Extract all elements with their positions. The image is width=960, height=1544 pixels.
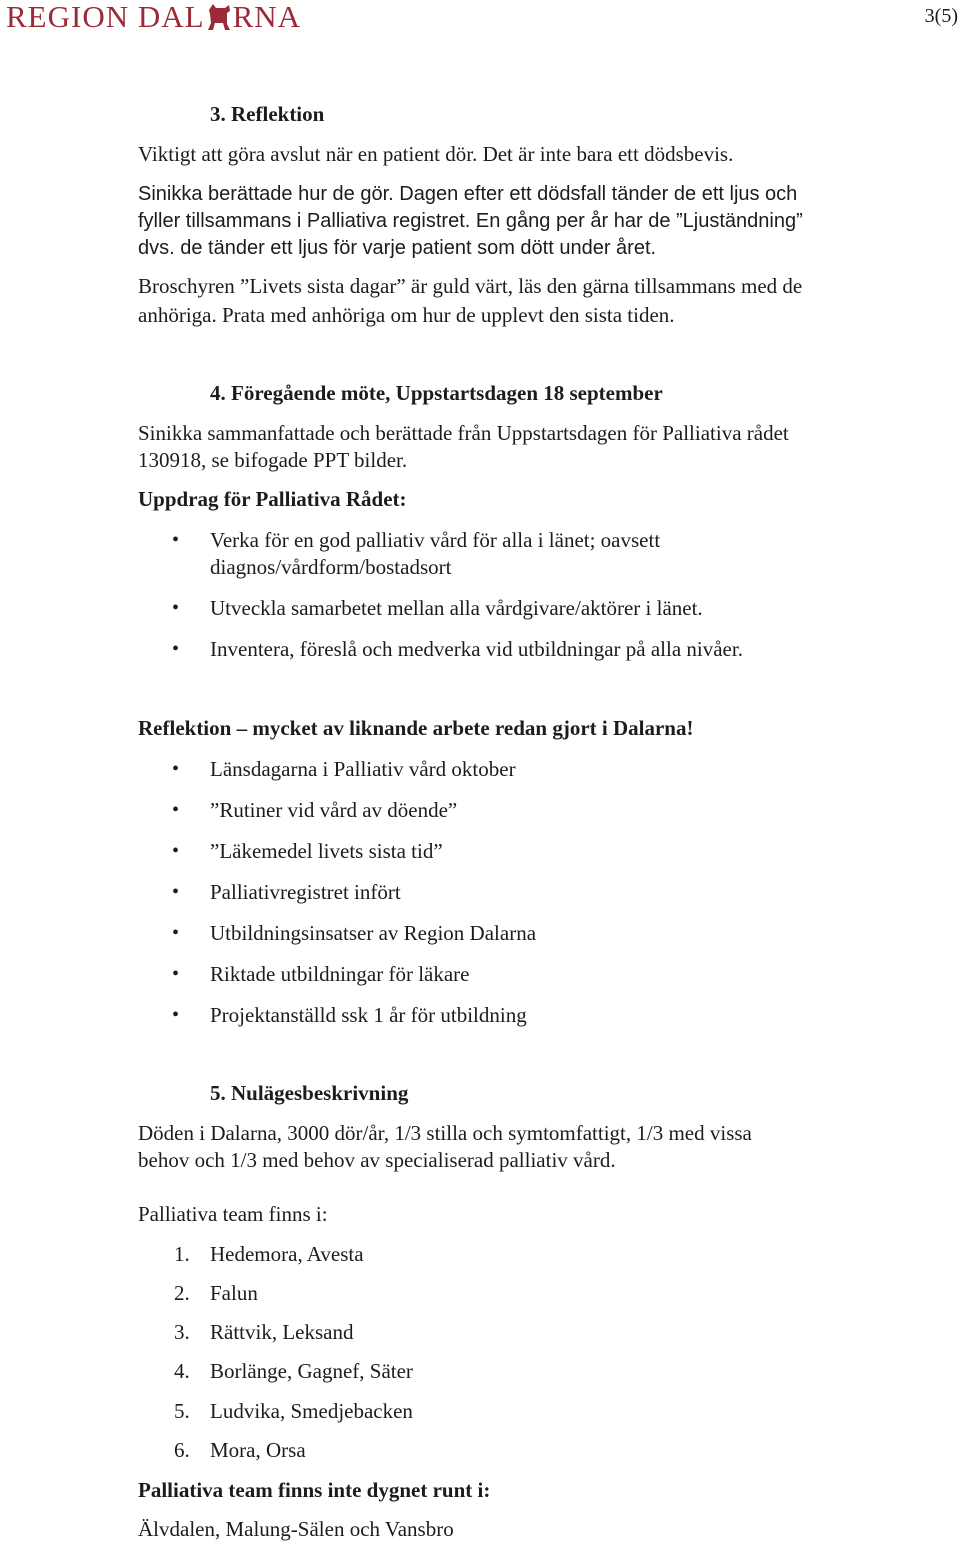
team-location: Ludvika, Smedjebacken: [210, 1399, 413, 1423]
section-3-paragraph-2-line-1: Sinikka berättade hur de gör. Dagen efter ett dödsfall tänder de ett ljus och: [138, 183, 798, 205]
list-number: 1.: [174, 1242, 190, 1266]
uppdrag-heading: Uppdrag för Palliativa Rådet:: [138, 487, 407, 511]
section-5-paragraph-line-2: behov och 1/3 med behov av specialiserad palliativ vård.: [138, 1148, 616, 1172]
reflektion-item: Utbildningsinsatser av Region Dalarna: [210, 921, 537, 945]
reflektion-item: Projektanställd ssk 1 år för utbildning: [210, 1003, 527, 1027]
team-location: Hedemora, Avesta: [210, 1242, 364, 1266]
bullet: •: [172, 922, 180, 944]
list-number: 3.: [174, 1320, 190, 1344]
uppdrag-item: Inventera, föreslå och medverka vid utbildningar på alla nivåer.: [210, 637, 743, 661]
not-24h-heading: Palliativa team finns inte dygnet runt i:: [138, 1478, 491, 1502]
uppdrag-item: Utveckla samarbetet mellan alla vårdgivare/aktörer i länet.: [210, 596, 703, 620]
list-number: 2.: [174, 1281, 190, 1305]
reflektion-item: Palliativregistret infört: [210, 880, 401, 904]
section-3-paragraph-1: Viktigt att göra avslut när en patient dör. Det är inte bara ett dödsbevis.: [138, 142, 734, 166]
region-dalarna-logo: [6, 0, 301, 34]
section-3-paragraph-3-line-2: anhöriga. Prata med anhöriga om hur de upplevt den sista tiden.: [138, 303, 675, 327]
section-3-paragraph-2-line-3: dvs. de tänder ett ljus för varje patient som dött under året.: [138, 237, 657, 259]
section-3-heading: 3. Reflektion: [210, 102, 325, 126]
reflektion-item: Riktade utbildningar för läkare: [210, 962, 470, 986]
bullet: •: [172, 963, 180, 985]
bullet: •: [172, 1004, 180, 1026]
section-4-paragraph-line-2: 130918, se bifogade PPT bilder.: [138, 448, 408, 472]
reflektion-heading: Reflektion – mycket av liknande arbete redan gjort i Dalarna!: [138, 716, 694, 740]
bullet: •: [172, 597, 180, 619]
team-location: Rättvik, Leksand: [210, 1320, 354, 1344]
section-4-heading: 4. Föregående möte, Uppstartsdagen 18 september: [210, 381, 663, 405]
not-24h-text: Älvdalen, Malung-Sälen och Vansbro: [138, 1517, 454, 1541]
team-location: Falun: [210, 1281, 258, 1305]
logo-text-left: REGION DAL: [6, 0, 205, 34]
bullet: •: [172, 799, 180, 821]
section-5-paragraph-line-1: Döden i Dalarna, 3000 dör/år, 1/3 stilla och symtomfattigt, 1/3 med vissa: [138, 1121, 752, 1145]
section-4-paragraph-line-1: Sinikka sammanfattade och berättade från Uppstartsdagen för Palliativa rådet: [138, 421, 789, 445]
bullet: •: [172, 638, 180, 660]
section-3-paragraph-3-line-1: Broschyren ”Livets sista dagar” är guld värt, läs den gärna tillsammans med de: [138, 274, 803, 298]
team-location: Mora, Orsa: [210, 1438, 306, 1462]
uppdrag-item-continued: diagnos/vårdform/bostadsort: [210, 555, 452, 579]
reflektion-item: ”Rutiner vid vård av döende”: [210, 798, 458, 822]
section-5-heading: 5. Nulägesbeskrivning: [210, 1081, 409, 1105]
bullet: •: [172, 529, 180, 551]
list-number: 5.: [174, 1399, 190, 1423]
page-number: 3(5): [924, 5, 958, 27]
team-location: Borlänge, Gagnef, Säter: [210, 1359, 413, 1383]
bullet: •: [172, 881, 180, 903]
list-number: 4.: [174, 1359, 190, 1383]
reflektion-item: Länsdagarna i Palliativ vård oktober: [210, 757, 516, 781]
team-intro: Palliativa team finns i:: [138, 1202, 328, 1226]
logo-text-right: RNA: [232, 0, 302, 34]
section-3-paragraph-2-line-2: fyller tillsammans i Palliativa registret. En gång per år har de ”Ljuständning”: [138, 210, 803, 232]
dala-horse-icon: [205, 2, 233, 32]
bullet: •: [172, 758, 180, 780]
reflektion-item: ”Läkemedel livets sista tid”: [210, 839, 443, 863]
bullet: •: [172, 840, 180, 862]
list-number: 6.: [174, 1438, 190, 1462]
uppdrag-item: Verka för en god palliativ vård för alla i länet; oavsett: [210, 528, 661, 552]
